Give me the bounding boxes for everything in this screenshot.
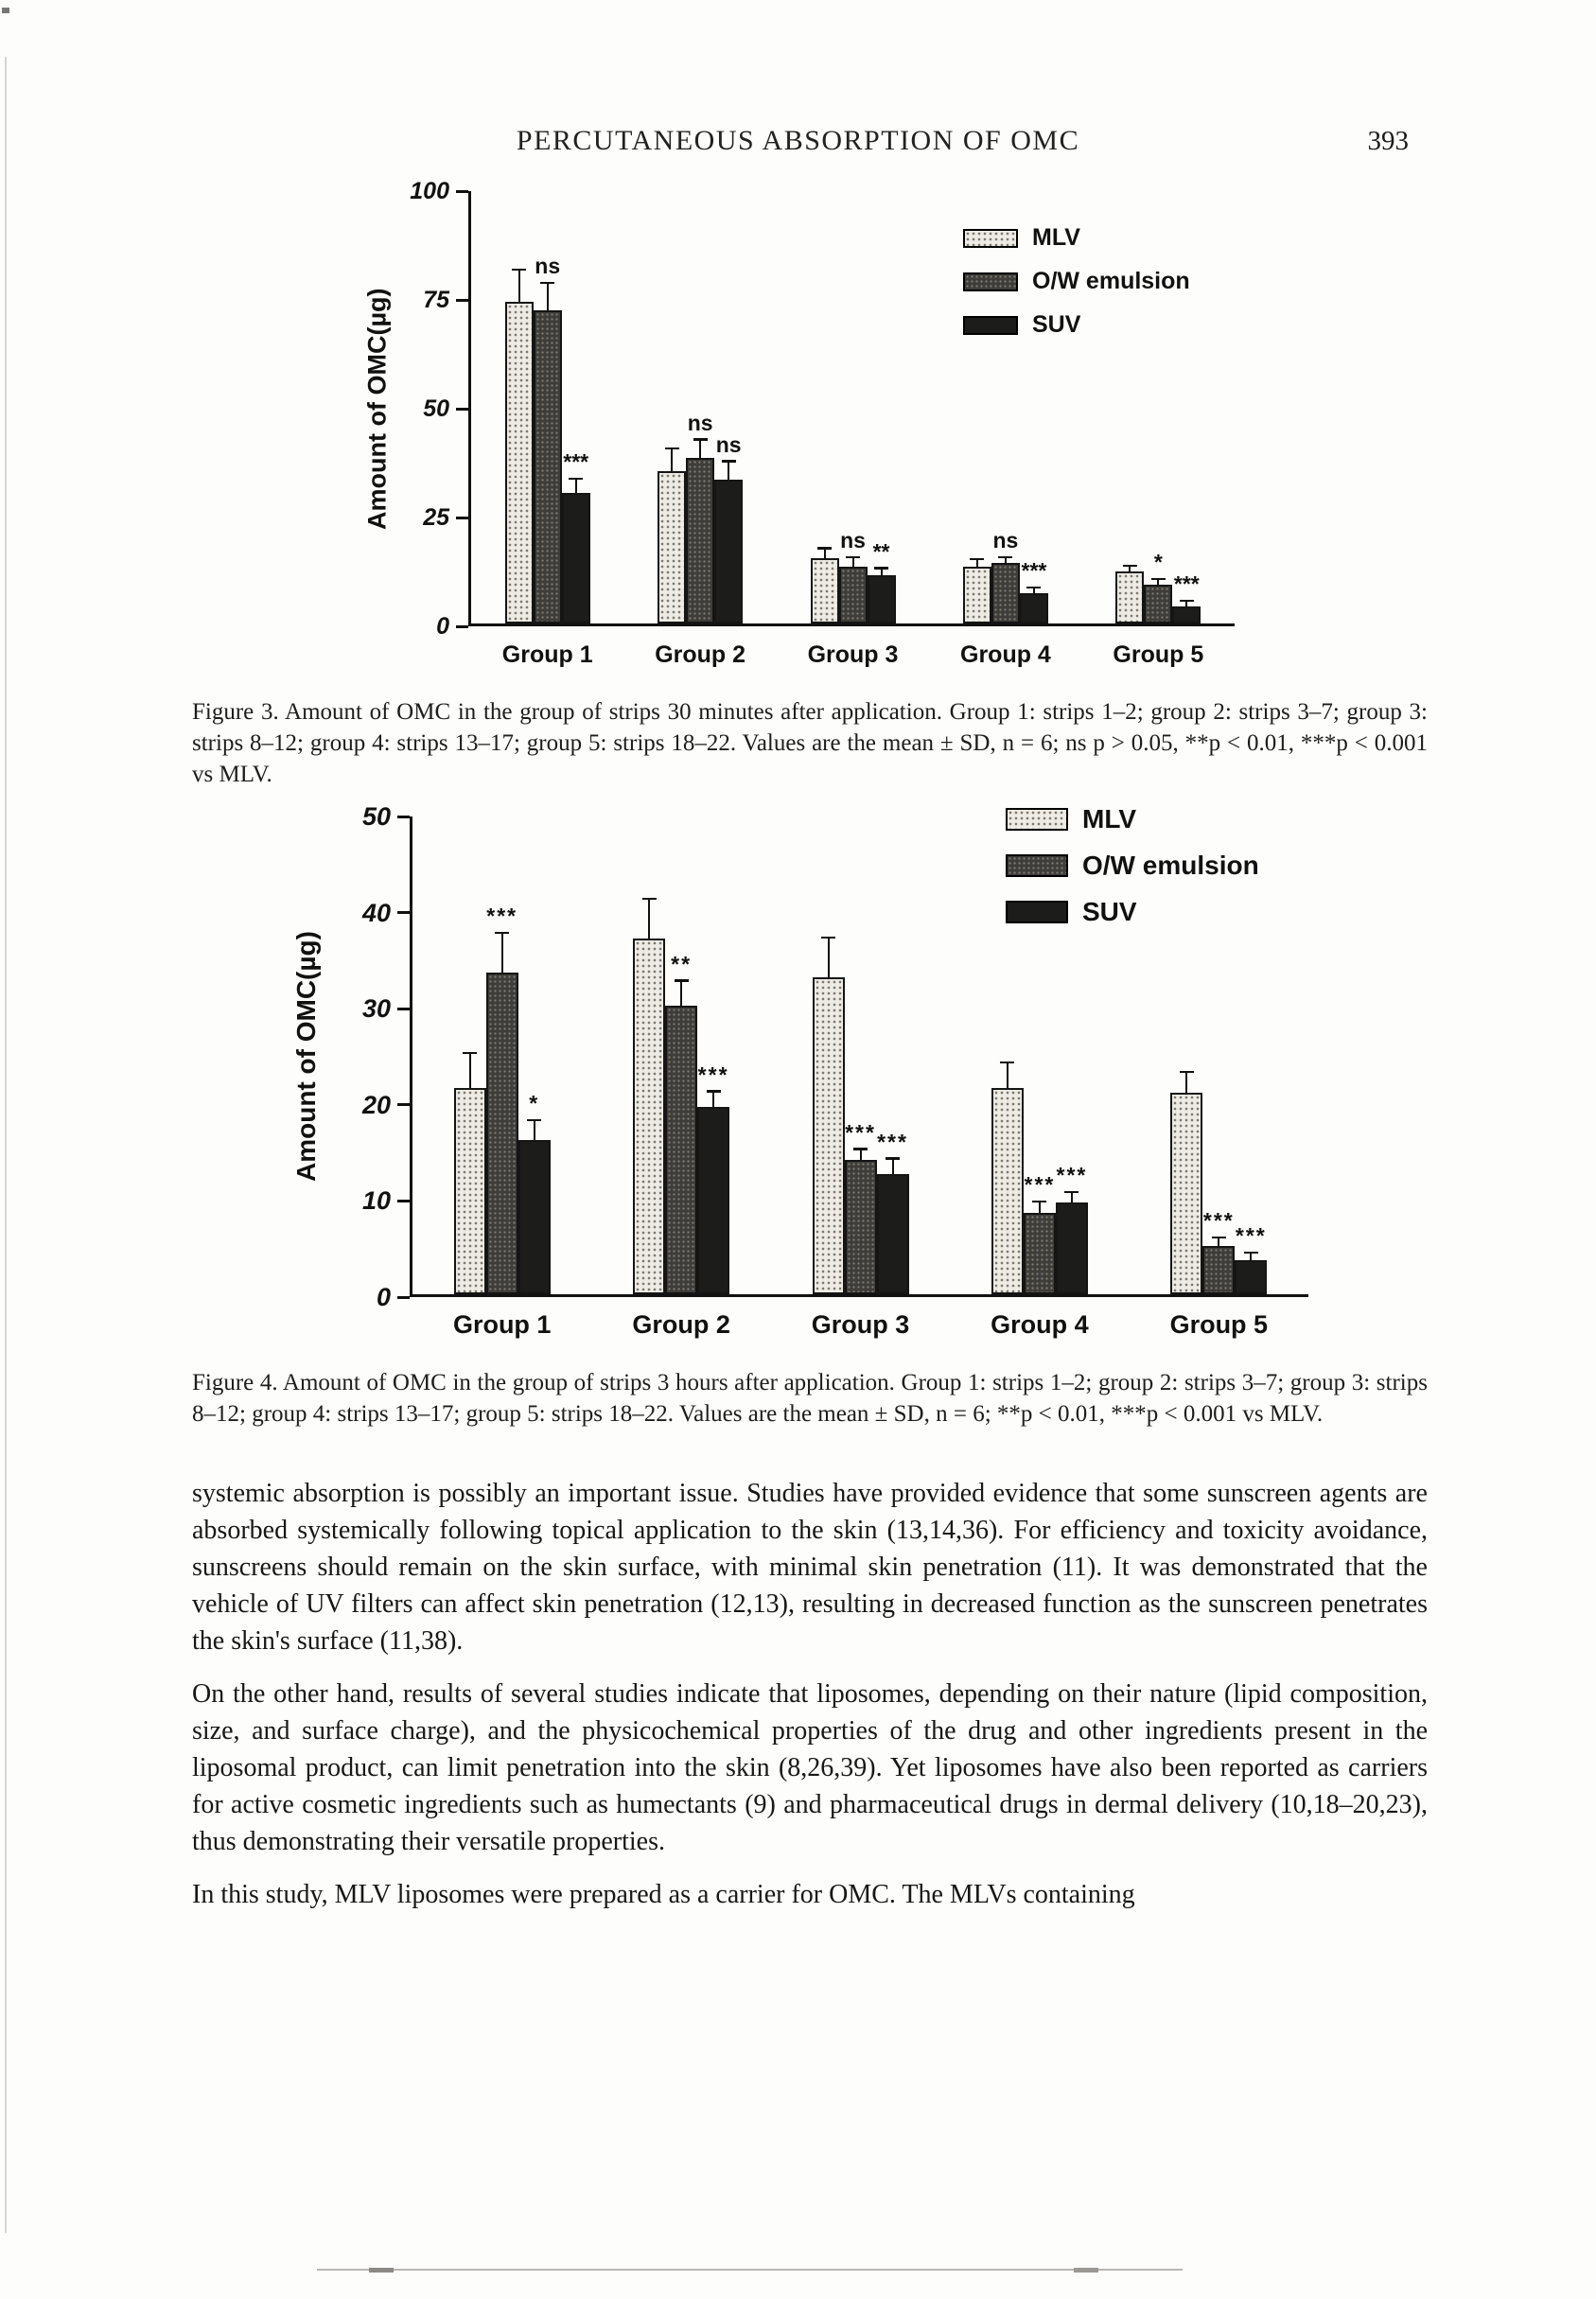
legend-swatch-o-w-emulsion (963, 272, 1018, 291)
y-tick-label: 50 (361, 802, 391, 831)
significance-label: *** (877, 1129, 908, 1154)
bar-mlv (811, 558, 839, 623)
x-axis-label: Group 3 (811, 1310, 910, 1339)
x-axis-label: Group 2 (655, 641, 746, 668)
legend-swatch-suv (1006, 901, 1068, 923)
legend-label: SUV (1082, 897, 1137, 926)
significance-label: ** (872, 538, 890, 564)
error-bar (671, 449, 673, 471)
bar-suv (518, 1140, 551, 1294)
error-bar (680, 982, 682, 1006)
error-bar-cap (665, 448, 679, 450)
y-tick-label: 25 (423, 504, 449, 531)
y-tick-label: 75 (423, 287, 449, 313)
bar-o-w-emulsion (845, 1160, 877, 1294)
bar-mlv (505, 302, 534, 623)
bar-mlv (1115, 571, 1144, 623)
figure-3-caption-label: Figure 3. (192, 699, 279, 725)
error-bar-cap (970, 558, 984, 561)
legend-label: O/W emulsion (1032, 268, 1190, 294)
legend-swatch-mlv (1006, 808, 1068, 831)
legend-swatch-mlv (963, 229, 1018, 248)
y-tick-mark (456, 408, 468, 411)
figure-3-chart (0, 165, 1596, 683)
error-bar (728, 463, 729, 480)
bar-suv (877, 1174, 909, 1294)
error-bar-cap (512, 269, 526, 272)
legend-swatch-suv (963, 316, 1018, 335)
bar-suv (1020, 593, 1048, 623)
plot-area (468, 191, 1235, 668)
error-bar-cap (846, 556, 860, 559)
error-bar-cap (540, 282, 554, 285)
error-bar (1039, 1202, 1041, 1212)
y-tick-label: 50 (423, 395, 449, 422)
y-tick-label: 0 (436, 613, 449, 640)
error-bar-cap (675, 979, 689, 982)
figure-3-caption (192, 696, 1428, 790)
bar-group-group-1 (412, 816, 591, 1339)
bar-mlv (658, 471, 686, 623)
plot-area (410, 804, 1308, 1339)
significance-label: *** (1056, 1163, 1088, 1188)
error-bar-cap (463, 1052, 477, 1055)
bar-chart (284, 790, 1308, 1354)
legend-label: MLV (1032, 224, 1080, 251)
body-text (192, 1475, 1428, 1913)
x-axis-label: Group 5 (1113, 641, 1204, 668)
error-bar-cap (707, 1090, 721, 1093)
error-bar-cap (1244, 1252, 1258, 1255)
chart-legend (963, 224, 1190, 355)
error-bar (1185, 1073, 1187, 1092)
error-bar-cap (874, 567, 888, 570)
y-axis-label: Amount of OMC(µg) (362, 288, 392, 530)
error-bar (1218, 1238, 1219, 1246)
bar-mlv (454, 1088, 486, 1294)
bar-group-group-2 (591, 816, 770, 1339)
significance-label: * (529, 1091, 540, 1116)
running-title: PERCUTANEOUS ABSORPTION OF OMC (516, 125, 1080, 156)
y-tick-mark (456, 625, 468, 628)
error-bar-cap (722, 460, 736, 463)
error-bar (824, 550, 826, 558)
error-bar (1071, 1193, 1073, 1202)
significance-label: *** (563, 449, 589, 475)
figure-3 (0, 165, 1596, 790)
error-bar-cap (1064, 1191, 1079, 1194)
bar-mlv (963, 567, 991, 623)
error-bar-cap (1026, 587, 1041, 589)
error-bar-cap (821, 937, 835, 939)
bar-suv (697, 1107, 729, 1294)
bar-mlv (1170, 1093, 1202, 1294)
x-axis-label: Group 1 (452, 1310, 552, 1339)
figure-4-caption-text: Amount of OMC in the group of strips 3 hours after application. Group 1: strips 1–2; group 2: strips 3–7; group 3: strips 8–12; group 4: strips 13–17; group 5: strips 18–22. Values are the mean ± SD, n = 6; **p < 0.01, ***p < 0.001 vs MLV. (192, 1370, 1428, 1427)
bar-mlv (991, 1088, 1024, 1294)
legend-label: O/W emulsion (1082, 851, 1259, 880)
error-bar-cap (886, 1157, 900, 1160)
error-bar (547, 284, 549, 310)
legend-item-o-w-emulsion (963, 268, 1190, 295)
significance-label: *** (486, 904, 518, 928)
error-bar (469, 1054, 471, 1088)
y-tick-mark (397, 1200, 410, 1202)
error-bar (892, 1160, 894, 1174)
error-bar (976, 560, 978, 567)
error-bar-cap (1212, 1237, 1226, 1239)
bar-group-group-1 (471, 191, 623, 668)
significance-label: ns (840, 528, 866, 553)
significance-label: *** (1202, 1208, 1235, 1234)
chart-legend (1006, 804, 1259, 943)
y-tick-mark (397, 1008, 410, 1010)
error-bar-cap (495, 932, 509, 935)
page-number: 393 (1367, 126, 1409, 156)
error-bar-cap (1032, 1201, 1046, 1203)
y-tick-label: 40 (361, 898, 391, 927)
bar-suv (1235, 1260, 1267, 1294)
figure-3-caption-text: Amount of OMC in the group of strips 30 minutes after application. Group 1: strips 1–2; group 2: strips 3–7; group 3: strips 8–12; group 4: strips 13–17; group 5: strips 18–22. Values are the mean ± SD, n = 6; ns p > 0.05, **p < 0.01, ***p < 0.001 vs MLV. (192, 699, 1428, 787)
error-bar-cap (693, 438, 708, 441)
figure-4-caption-label: Figure 4. (192, 1370, 278, 1395)
error-bar (1007, 1063, 1008, 1087)
page-header (0, 125, 1596, 165)
error-bar (534, 1121, 535, 1140)
scan-artifact-tick (1074, 2268, 1098, 2273)
error-bar (575, 480, 577, 493)
y-tick-label: 100 (410, 178, 449, 204)
error-bar-cap (998, 556, 1012, 559)
bar-group-group-3 (777, 191, 929, 668)
error-bar (712, 1093, 714, 1107)
bar-o-w-emulsion (665, 1006, 697, 1294)
error-bar (501, 934, 503, 973)
legend-label: MLV (1082, 804, 1137, 834)
significance-label: ns (535, 254, 561, 279)
x-axis-label: Group 2 (632, 1310, 730, 1339)
significance-label: ns (687, 410, 713, 435)
legend-label: SUV (1032, 311, 1081, 338)
error-bar (518, 271, 520, 301)
bar-suv (562, 493, 590, 623)
error-bar (648, 900, 650, 939)
significance-label: ns (992, 528, 1019, 553)
error-bar-cap (1180, 600, 1194, 603)
y-tick-mark (397, 1103, 410, 1106)
error-bar-cap (569, 478, 583, 481)
error-bar (828, 939, 830, 977)
y-tick-mark (456, 190, 468, 193)
scan-artifact-tick (369, 2268, 394, 2273)
scan-artifact-left-edge (5, 57, 7, 2233)
y-tick-mark (456, 517, 468, 519)
bar-o-w-emulsion (534, 310, 562, 623)
y-tick-mark (397, 816, 410, 818)
significance-label: *** (845, 1119, 876, 1145)
bar-o-w-emulsion (1202, 1246, 1235, 1294)
bar-o-w-emulsion (1144, 585, 1172, 623)
error-bar-cap (1180, 1071, 1194, 1074)
x-axis-label: Group 1 (501, 641, 593, 668)
error-bar (852, 558, 854, 567)
x-axis-label: Group 5 (1169, 1310, 1269, 1339)
error-bar-cap (1000, 1062, 1014, 1064)
significance-label: *** (1024, 1172, 1056, 1198)
bar-o-w-emulsion (686, 458, 714, 623)
error-bar-cap (817, 547, 832, 550)
y-axis-label: Amount of OMC(µg) (291, 931, 321, 1183)
bar-chart (355, 165, 1235, 683)
error-bar-cap (1151, 578, 1166, 581)
y-tick-mark (456, 299, 468, 302)
y-axis (329, 802, 410, 1311)
x-axis-label: Group 4 (960, 641, 1051, 668)
significance-label: ns (715, 431, 742, 457)
bar-suv (1056, 1202, 1088, 1294)
bar-mlv (633, 939, 665, 1294)
figure-4-caption (192, 1367, 1428, 1430)
error-bar (881, 570, 883, 576)
significance-label: *** (697, 1062, 729, 1087)
bar-o-w-emulsion (1024, 1213, 1056, 1294)
figure-4-chart (0, 790, 1596, 1354)
error-bar-cap (527, 1119, 541, 1122)
error-bar-cap (1123, 565, 1137, 568)
y-tick-label: 10 (361, 1186, 391, 1216)
significance-label: * (1153, 550, 1163, 574)
bar-o-w-emulsion (991, 563, 1020, 623)
significance-label: *** (1021, 558, 1047, 584)
significance-label: *** (1173, 571, 1200, 596)
scan-artifact-corner (2, 8, 9, 13)
bar-suv (714, 480, 743, 623)
legend-item-suv (1006, 897, 1259, 927)
error-bar-cap (853, 1148, 868, 1150)
bar-mlv (813, 977, 845, 1294)
paragraph: systemic absorption is possibly an important issue. Studies have provided evidence that some sunscreen agents are absorbed systemically following topical application to the skin (13,14,36). For efficiency and toxicity avoidance, sunscreens should remain on the skin surface, with minimal skin penetration (11). It was demonstrated that the vehicle of UV filters can affect skin penetration (12,13), resulting in decreased function as the sunscreen penetrates the skin's surface (11,38). (192, 1479, 1428, 1656)
y-tick-label: 30 (361, 994, 391, 1024)
error-bar-cap (642, 898, 657, 901)
y-tick-mark (397, 1296, 410, 1299)
error-bar (699, 441, 701, 458)
error-bar (860, 1150, 862, 1160)
legend-item-o-w-emulsion (1006, 851, 1259, 881)
paragraph: In this study, MLV liposomes were prepared as a carrier for OMC. The MLVs containing (192, 1880, 1135, 1909)
legend-item-mlv (963, 224, 1190, 252)
error-bar (1250, 1254, 1252, 1260)
bar-group-group-3 (771, 816, 950, 1339)
bar-o-w-emulsion (839, 567, 868, 623)
paragraph: On the other hand, results of several studies indicate that liposomes, depending on their nature (lipid composition, size, and surface charge), and the physicochemical properties of the drug and other ingredients present in the liposomal product, can limit penetration into the skin (8,26,39). Yet liposomes have also been reported as carriers for active cosmetic ingredients such as humectants (9) and pharmaceutical drugs in dermal delivery (10,18–20,23), thus demonstrating their versatile properties. (192, 1679, 1428, 1856)
y-axis (400, 178, 468, 640)
significance-label: ** (671, 951, 693, 976)
x-axis-label: Group 4 (991, 1310, 1089, 1339)
bar-suv (1172, 606, 1201, 623)
scan-artifact-bottom-line (317, 2269, 1183, 2271)
y-tick-label: 20 (361, 1090, 391, 1119)
bar-suv (868, 575, 896, 623)
legend-swatch-o-w-emulsion (1006, 854, 1068, 877)
significance-label: *** (1235, 1223, 1267, 1249)
legend-item-suv (963, 311, 1190, 339)
bar-group-group-2 (623, 191, 776, 668)
y-tick-mark (397, 911, 410, 914)
legend-item-mlv (1006, 804, 1259, 834)
bar-o-w-emulsion (486, 973, 518, 1294)
figure-4 (0, 790, 1596, 1430)
x-axis-label: Group 3 (807, 641, 899, 668)
y-tick-label: 0 (376, 1283, 391, 1311)
